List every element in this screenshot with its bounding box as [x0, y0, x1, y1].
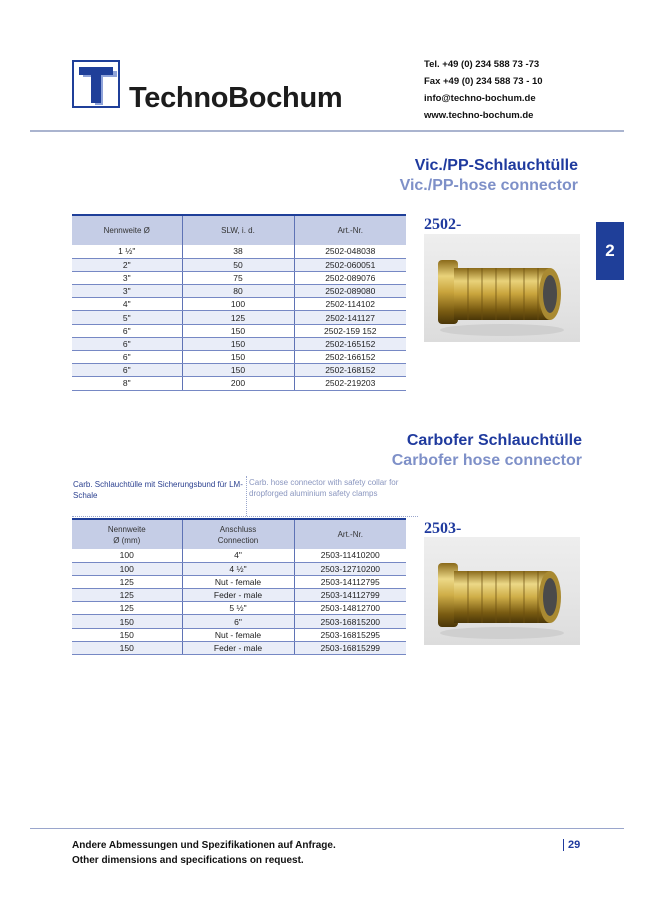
table-cell: 1 ½"	[72, 245, 182, 258]
section1-table	[72, 214, 406, 391]
header-divider	[30, 130, 624, 132]
section1-product-photo	[424, 234, 580, 342]
table-row	[72, 641, 406, 654]
logo-shape	[91, 75, 101, 103]
table-cell: 2502-168152	[294, 364, 406, 377]
company-logo	[72, 60, 120, 108]
section2-product-code: 2503-	[424, 520, 462, 537]
table-cell: 2503-16815299	[294, 641, 406, 654]
table-row	[72, 298, 406, 311]
table-cell: 50	[182, 258, 294, 271]
table-cell: 2503-16815200	[294, 615, 406, 628]
table-cell: 4 ½"	[182, 562, 294, 575]
table-cell: Nut - female	[182, 628, 294, 641]
table-cell: 5 ½"	[182, 602, 294, 615]
table-row	[72, 245, 406, 258]
table-row	[72, 285, 406, 298]
contact-tel: Tel. +49 (0) 234 588 73 -73	[424, 59, 540, 70]
table-header-line: Nennweite	[107, 524, 146, 534]
table-cell: 100	[72, 562, 182, 575]
table-row	[72, 628, 406, 641]
table-row	[72, 562, 406, 575]
table-cell: 80	[182, 285, 294, 298]
table-cell: 5"	[72, 311, 182, 324]
contact-fax: Fax +49 (0) 234 588 73 - 10	[424, 76, 543, 87]
table-cell: 2502-048038	[294, 245, 406, 258]
section2-product-photo	[424, 537, 580, 645]
table-cell: 6"	[72, 324, 182, 337]
table-cell: 150	[72, 628, 182, 641]
section2-table-body	[72, 549, 406, 655]
table-header-line: Connection	[217, 535, 259, 545]
table-cell: Nut - female	[182, 575, 294, 588]
table-cell: 2503-11410200	[294, 549, 406, 562]
table-row	[72, 575, 406, 588]
table-cell: 2503-12710200	[294, 562, 406, 575]
table-row	[72, 351, 406, 364]
section1-title	[400, 157, 578, 195]
table-row	[72, 615, 406, 628]
table-cell: 150	[182, 364, 294, 377]
table-cell: 100	[72, 549, 182, 562]
table-cell: 2503-16815295	[294, 628, 406, 641]
table-cell: 4"	[72, 298, 182, 311]
section2-description-de: Carb. Schlauchtülle mit Sicherungsbund für LM-Schale	[73, 480, 243, 500]
logo-shape	[79, 67, 113, 75]
footer-note-de: Andere Abmessungen und Spezifikationen auf Anfrage.	[72, 840, 336, 851]
table-header: Art.-Nr.	[294, 215, 406, 245]
table-row	[72, 324, 406, 337]
section2-table	[72, 518, 406, 655]
table-cell: 38	[182, 245, 294, 258]
hose-connector-image	[424, 537, 580, 645]
table-cell: 150	[72, 615, 182, 628]
table-cell: 150	[72, 641, 182, 654]
table-cell: 6"	[182, 615, 294, 628]
table-header: Nennweite Ø	[72, 215, 182, 245]
footer-note	[72, 838, 336, 868]
section-tab[interactable]: 2	[596, 222, 624, 280]
table-header: SLW, i. d.	[182, 215, 294, 245]
table-header	[72, 519, 182, 549]
table-row	[72, 311, 406, 324]
section1-table-body	[72, 245, 406, 390]
table-header-line: Anschluss	[219, 524, 257, 534]
page-number: 29	[563, 839, 580, 851]
section2-title-de: Carbofer Schlauchtülle	[406, 432, 582, 449]
table-row	[72, 589, 406, 602]
section2-title-en: Carbofer hose connector	[391, 452, 582, 469]
table-row	[72, 258, 406, 271]
hose-connector-image	[424, 234, 580, 342]
table-cell: 2502-089076	[294, 271, 406, 284]
description-divider	[72, 516, 418, 517]
section1-product-code: 2502-	[424, 216, 462, 233]
table-cell: 125	[72, 602, 182, 615]
table-cell: 6"	[72, 364, 182, 377]
table-cell: 200	[182, 377, 294, 390]
table-cell: 8"	[72, 377, 182, 390]
section2-title	[392, 432, 582, 470]
table-row	[72, 377, 406, 390]
table-cell: 2502-159 152	[294, 324, 406, 337]
table-cell: 3"	[72, 271, 182, 284]
contact-block	[424, 56, 543, 124]
table-cell: 2502-141127	[294, 311, 406, 324]
table-cell: 150	[182, 337, 294, 350]
table-row	[72, 602, 406, 615]
contact-email[interactable]: info@techno-bochum.de	[424, 93, 536, 104]
description-divider	[246, 476, 247, 516]
table-cell: 125	[72, 589, 182, 602]
table-cell: 6"	[72, 351, 182, 364]
table-cell: 125	[182, 311, 294, 324]
table-cell: 2502-165152	[294, 337, 406, 350]
table-row	[72, 337, 406, 350]
table-cell: 100	[182, 298, 294, 311]
table-cell: 2502-166152	[294, 351, 406, 364]
table-cell: Feder - male	[182, 589, 294, 602]
table-cell: 6"	[72, 337, 182, 350]
table-header-line: Ø (mm)	[113, 535, 141, 545]
table-cell: 3"	[72, 285, 182, 298]
table-row	[72, 549, 406, 562]
table-cell: 4"	[182, 549, 294, 562]
table-cell: 2503-14812700	[294, 602, 406, 615]
footer-divider	[30, 828, 624, 829]
table-header: Art.-Nr.	[294, 519, 406, 549]
contact-web[interactable]: www.techno-bochum.de	[424, 110, 534, 121]
table-row	[72, 271, 406, 284]
table-row	[72, 364, 406, 377]
section1-title-de: Vic./PP-Schlauchtülle	[414, 157, 578, 174]
table-cell: 75	[182, 271, 294, 284]
table-cell: 150	[182, 351, 294, 364]
table-cell: 2502-219203	[294, 377, 406, 390]
section2-description-en: Carb. hose connector with safety collar for dropforged aluminium safety clamps	[249, 478, 399, 498]
section1-title-en: Vic./PP-hose connector	[399, 177, 578, 194]
table-cell: 2"	[72, 258, 182, 271]
brand-name: TechnoBochum	[129, 82, 343, 114]
table-header	[182, 519, 294, 549]
table-cell: 2502-114102	[294, 298, 406, 311]
table-cell: 2503-14112799	[294, 589, 406, 602]
table-cell: 2502-060051	[294, 258, 406, 271]
table-cell: Feder - male	[182, 641, 294, 654]
footer-note-en: Other dimensions and specifications on request.	[72, 855, 304, 866]
table-cell: 125	[72, 575, 182, 588]
table-cell: 150	[182, 324, 294, 337]
table-cell: 2503-14112795	[294, 575, 406, 588]
table-cell: 2502-089080	[294, 285, 406, 298]
